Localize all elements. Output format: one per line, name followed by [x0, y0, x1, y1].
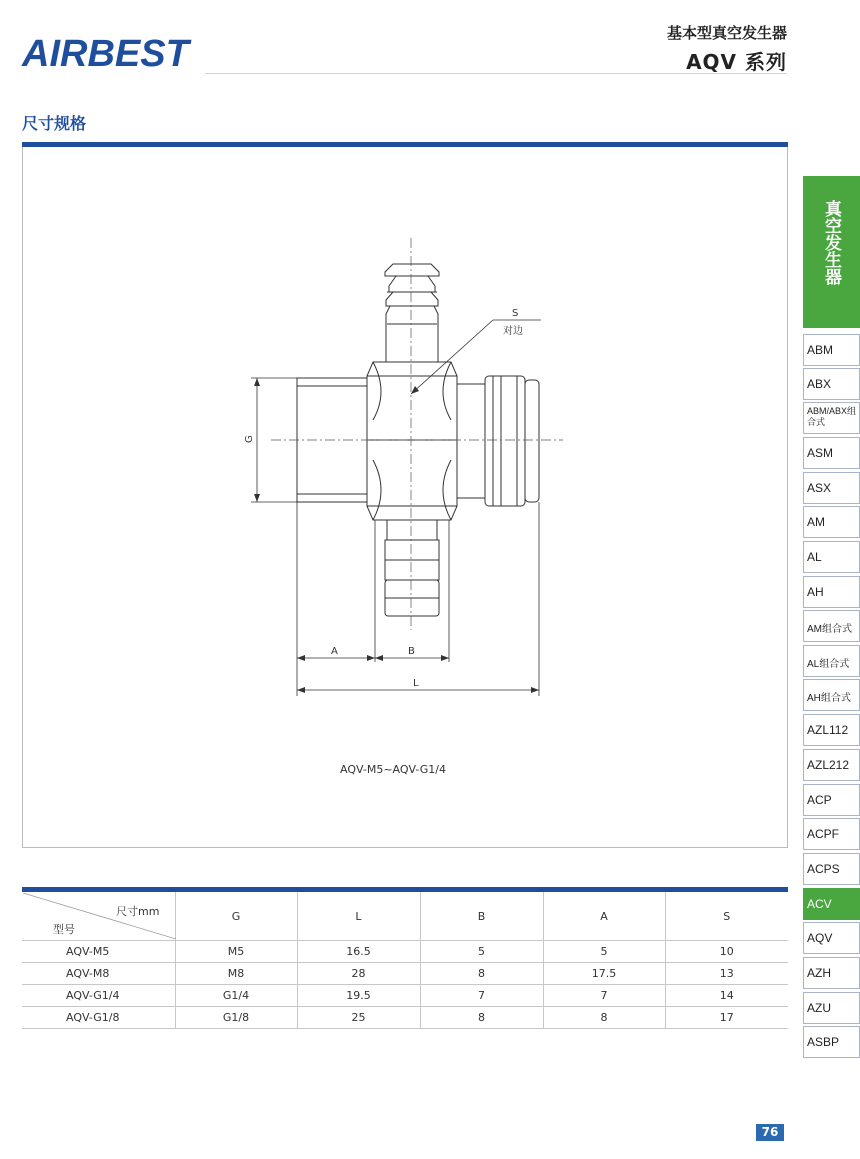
sidebar-item-label: AZL212	[807, 758, 850, 772]
dim-label-s: S	[512, 308, 519, 319]
cell-s: 14	[665, 985, 788, 1007]
corner-top-label: 尺寸mm	[116, 905, 160, 918]
sidebar-item-azl112[interactable]	[803, 714, 860, 746]
sidebar-category	[803, 176, 860, 328]
cell-g: M5	[175, 941, 297, 963]
sidebar-item-ah-combo[interactable]	[803, 679, 860, 711]
sidebar-item-label: AH	[807, 585, 824, 599]
cell-model: AQV-M8	[22, 963, 175, 985]
table-row	[22, 1007, 788, 1029]
cell-model: AQV-M5	[22, 941, 175, 963]
dim-label-a: A	[331, 646, 338, 657]
sidebar-item-asx[interactable]	[803, 472, 860, 504]
table-row	[22, 963, 788, 985]
spec-table	[22, 892, 788, 1029]
sidebar-item-abx[interactable]	[803, 368, 860, 400]
drawing-panel	[22, 147, 788, 848]
cell-b: 8	[420, 1007, 543, 1029]
sidebar-item-label: ACPS	[807, 862, 840, 876]
brand-logo: AIRBEST	[22, 33, 189, 75]
sidebar-item-label: AZL112	[807, 723, 849, 737]
cell-model: AQV-G1/8	[22, 1007, 175, 1029]
sidebar-item-label: AL组合式	[807, 659, 850, 670]
corner-bottom-label: 型号	[53, 923, 75, 936]
cell-a: 7	[543, 985, 665, 1007]
section-title: 尺寸规格	[22, 114, 87, 133]
cell-model: AQV-G1/4	[22, 985, 175, 1007]
sidebar-item-ah[interactable]	[803, 576, 860, 608]
table-header-row	[22, 892, 788, 941]
sidebar-item-label: AM	[807, 515, 825, 529]
header-series: AQV 系列	[686, 50, 787, 74]
sidebar-item-label: ACPF	[807, 827, 840, 841]
cell-a: 8	[543, 1007, 665, 1029]
sidebar-item-azu[interactable]	[803, 992, 860, 1024]
sidebar-item-label: ASBP	[807, 1035, 840, 1049]
sidebar-item-aqv[interactable]	[803, 922, 860, 954]
table-corner-cell	[22, 892, 175, 941]
dim-label-l: L	[413, 678, 419, 689]
cell-b: 5	[420, 941, 543, 963]
header-title: 基本型真空发生器	[666, 24, 787, 42]
sidebar-item-abm-abx-combo[interactable]	[803, 402, 860, 434]
sidebar-item-label: ASX	[807, 481, 832, 495]
sidebar-item-label: AZH	[807, 966, 831, 980]
cell-l: 16.5	[297, 941, 420, 963]
sidebar-category-label: 真空发生器	[821, 200, 841, 285]
sidebar-item-acv[interactable]	[803, 888, 860, 920]
sidebar-item-label: AH组合式	[807, 693, 851, 704]
col-header-g: G	[175, 892, 297, 941]
sidebar-item-asbp[interactable]	[803, 1026, 860, 1058]
cell-l: 25	[297, 1007, 420, 1029]
dim-label-g: G	[244, 435, 255, 443]
cell-s: 13	[665, 963, 788, 985]
sidebar-item-label: AQV	[807, 931, 833, 945]
table-row	[22, 941, 788, 963]
cell-b: 8	[420, 963, 543, 985]
sidebar-item-label: ASM	[807, 446, 834, 460]
sidebar-item-al[interactable]	[803, 541, 860, 573]
sidebar-item-label: ABM	[807, 343, 834, 357]
sidebar-item-am-combo[interactable]	[803, 610, 860, 642]
sidebar-item-azl212[interactable]	[803, 749, 860, 781]
cell-l: 28	[297, 963, 420, 985]
sidebar-item-label: ACP	[807, 793, 832, 807]
drawing-caption: AQV-M5~AQV-G1/4	[340, 763, 447, 776]
sidebar-item-label: ABX	[807, 377, 832, 391]
sidebar-item-am[interactable]	[803, 506, 860, 538]
sidebar-item-acpf[interactable]	[803, 818, 860, 850]
sidebar-item-label: ABM/ABX组合式	[807, 406, 857, 427]
col-header-b: B	[420, 892, 543, 941]
sidebar-item-label: AM组合式	[807, 624, 852, 635]
table-row	[22, 985, 788, 1007]
sidebar-item-label: ACV	[807, 897, 832, 911]
sidebar-item-al-combo[interactable]	[803, 645, 860, 677]
sidebar-item-label: AL	[807, 550, 822, 564]
sidebar-item-acps[interactable]	[803, 853, 860, 885]
page-number: 76	[756, 1124, 784, 1141]
technical-drawing	[23, 147, 787, 847]
cell-g: M8	[175, 963, 297, 985]
sidebar-item-label: AZU	[807, 1001, 831, 1015]
sidebar-item-acp[interactable]	[803, 784, 860, 816]
sidebar-item-asm[interactable]	[803, 437, 860, 469]
cell-g: G1/8	[175, 1007, 297, 1029]
col-header-a: A	[543, 892, 665, 941]
cell-l: 19.5	[297, 985, 420, 1007]
cell-a: 17.5	[543, 963, 665, 985]
cell-s: 10	[665, 941, 788, 963]
cell-g: G1/4	[175, 985, 297, 1007]
sidebar-item-abm[interactable]	[803, 334, 860, 366]
col-header-l: L	[297, 892, 420, 941]
cell-b: 7	[420, 985, 543, 1007]
dim-label-s-note: 对边	[503, 326, 523, 337]
sidebar-item-azh[interactable]	[803, 957, 860, 989]
dim-label-b: B	[408, 646, 415, 657]
col-header-s: S	[665, 892, 788, 941]
cell-a: 5	[543, 941, 665, 963]
cell-s: 17	[665, 1007, 788, 1029]
